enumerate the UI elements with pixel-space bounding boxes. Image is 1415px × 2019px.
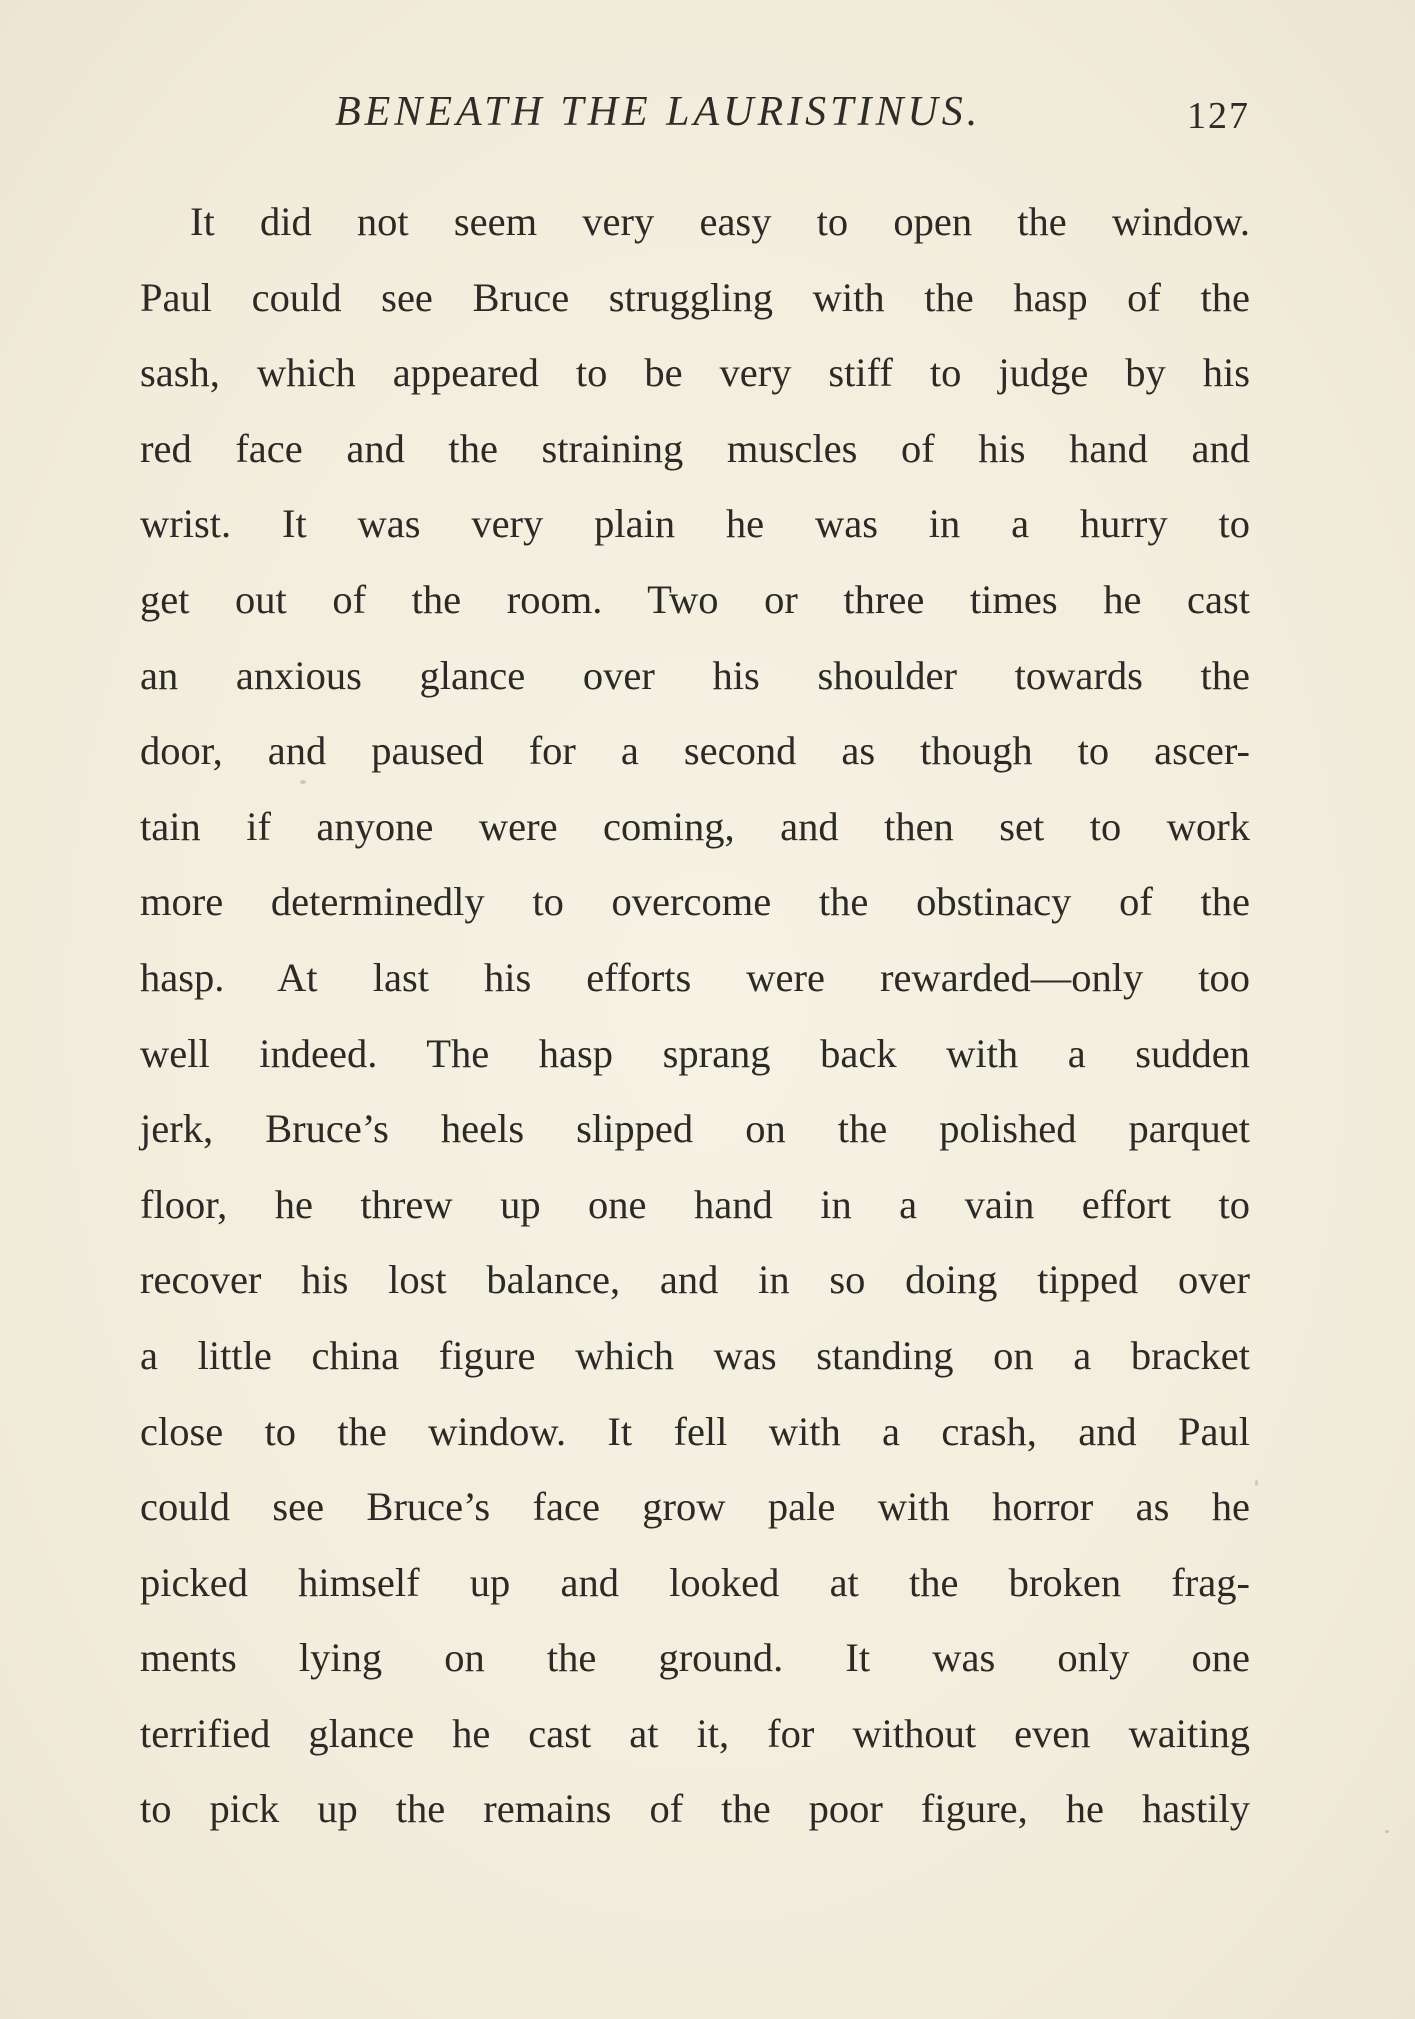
text-line: more determinedly to overcome the obstinacy of the [140, 879, 1250, 925]
text-line: well indeed. The hasp sprang back with a sudden [140, 1030, 1250, 1076]
text-line: wrist. It was very plain he was in a hurry to [140, 501, 1250, 547]
body-text [140, 184, 1250, 1847]
text-line: floor, he threw up one hand in a vain effort to [140, 1181, 1250, 1227]
text-line: red face and the straining muscles of his hand and [140, 425, 1250, 471]
text-line: recover his lost balance, and in so doing tipped over [140, 1257, 1250, 1303]
text-line: to pick up the remains of the poor figure, he hastily [140, 1786, 1250, 1832]
paper-speck [300, 780, 306, 784]
running-title: BENEATH THE LAURISTINUS. [335, 89, 982, 135]
text-line: hasp. At last his efforts were rewarded—only too [140, 954, 1250, 1000]
text-line: get out of the room. Two or three times he cast [140, 576, 1250, 622]
text-line: picked himself up and looked at the broken frag- [140, 1559, 1250, 1605]
text-line: ments lying on the ground. It was only one [140, 1635, 1250, 1681]
text-line: tain if anyone were coming, and then set to work [140, 803, 1250, 849]
text-line: a little china figure which was standing on a bracket [140, 1332, 1250, 1378]
text-line: close to the window. It fell with a crash, and Paul [140, 1408, 1250, 1454]
page-header [0, 88, 1415, 148]
text-line: jerk, Bruce’s heels slipped on the polished parquet [140, 1106, 1250, 1152]
text-line: It did not seem very easy to open the window. [190, 199, 1250, 244]
text-line: an anxious glance over his shoulder towards the [140, 652, 1250, 698]
text-line: could see Bruce’s face grow pale with horror as he [140, 1484, 1250, 1530]
text-line: sash, which appeared to be very stiff to judge by his [140, 350, 1250, 396]
paper-speck [1255, 1480, 1258, 1486]
text-line: Paul could see Bruce struggling with the hasp of the [140, 274, 1250, 320]
page-number: 127 [1187, 95, 1250, 137]
text-line: door, and paused for a second as though to ascer- [140, 728, 1250, 774]
paper-speck [1385, 1830, 1389, 1833]
text-line: terrified glance he cast at it, for without even waiting [140, 1710, 1250, 1756]
